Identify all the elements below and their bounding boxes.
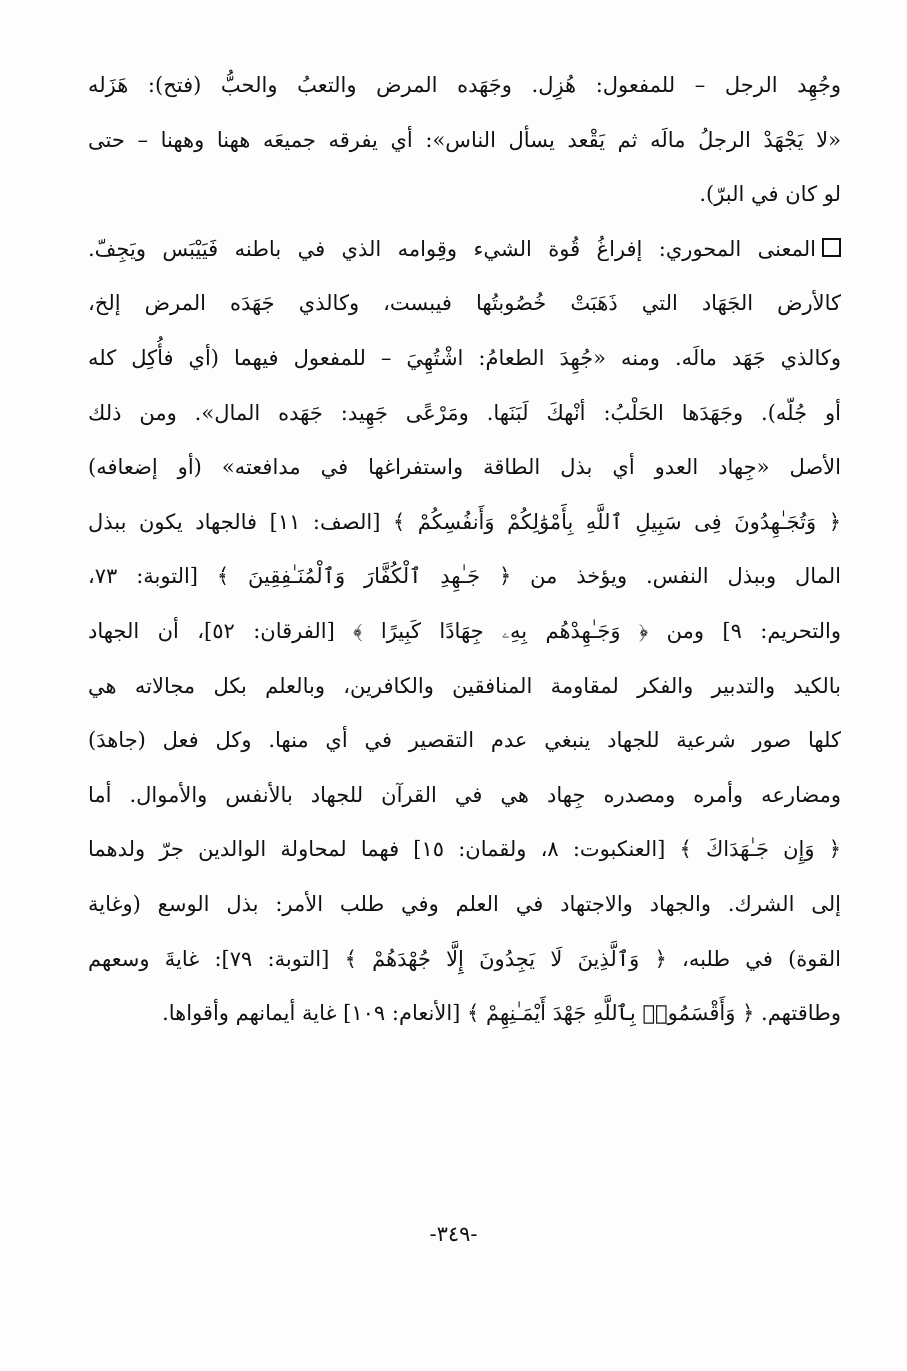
text-line: لو كان في البرّ). xyxy=(699,182,841,207)
text-line: وجُهِد الرجل – للمفعول: هُزِل. وجَهَده المرض والتعبُ والحبُّ (فتح): هَزَله xyxy=(88,73,841,97)
text-line: الأصل «جِهاد العدو أي بذل الطاقة واستفراغها في مدافعته» (أو إضعافه) xyxy=(88,455,841,480)
text-line-with-box xyxy=(88,222,841,277)
text-line: المعنى المحوري: إفراغُ قُوة الشيء وقِوامه الذي في باطنه فَيَيْبَس ويَجِفّ. xyxy=(88,236,816,261)
text-line: المال وببذل النفس. ويؤخذ من ﴿ جَـٰهِدِ ٱلْكُفَّارَ وَٱلْمُنَـٰفِقِينَ ﴾ [التوبة: ٧٣، xyxy=(88,564,841,589)
text-line: ﴿ وَتُجَـٰهِدُونَ فِى سَبِيلِ ٱللَّهِ بِأَمْوَٰلِكُمْ وَأَنفُسِكُمْ ﴾ [الصف: ١١] فالجهاد يكون ببذل xyxy=(88,509,841,534)
text-line: وكالذي جَهَد مالَه. ومنه «جُهِدَ الطعامُ: اشْتُهِيَ – للمفعول فيهما (أي فأُكِل كله xyxy=(88,345,841,370)
text-line: كالأرض الجَهَاد التي ذَهَبَتْ خُصُوبتُها فيبست، وكالذي جَهَدَه المرض إلخ، xyxy=(88,291,841,316)
page-number: -٣٤٩- xyxy=(429,1222,478,1246)
text-line: بالكيد والتدبير والفكر لمقاومة المنافقين والكافرين، وبالعلم بكل مجالاته هي xyxy=(88,673,841,698)
text-line: وطاقتهم. ﴿ وَأَقْسَمُوا۟ بِٱللَّهِ جَهْدَ أَيْمَـٰنِهِمْ ﴾ [الأنعام: ١٠٩] غاية أيمانهم وأقواها. xyxy=(162,1001,841,1026)
square-bullet-icon xyxy=(822,238,841,257)
text-line: ومضارعه وأمره ومصدره جِهاد هي في القرآن للجهاد بالأنفس والأموال. أما xyxy=(88,782,841,807)
text-line: والتحريم: ٩] ومن ﴿ وَجَـٰهِدْهُم بِهِۦ جِهَادًا كَبِيرًا ﴾ [الفرقان: ٥٢]، أن الجهاد xyxy=(88,618,841,643)
text-line: «لا يَجْهَدْ الرجلُ مالَه ثم يَقْعد يسأل الناس»: أي يفرقه جميعَه ههنا وههنا – حتى xyxy=(88,127,841,152)
text-line: كلها صور شرعية للجهاد ينبغي عدم التقصير في أي منها. وكل فعل (جاهدَ) xyxy=(88,728,841,753)
text-line: أو جُلّه). وجَهَدَها الحَلْبُ: أنْهكَ لَبَنَها. ومَرْعًى جَهِيد: جَهَده المال». ومن ذلك xyxy=(88,400,841,425)
text-line: القوة) في طلبه، ﴿ وَٱلَّذِينَ لَا يَجِدُونَ إِلَّا جُهْدَهُمْ ﴾ [التوبة: ٧٩]: غايةَ وسعهم xyxy=(88,946,841,971)
text-line: إلى الشرك. والجهاد والاجتهاد في العلم وفي طلب الأمر: بذل الوسع (وغاية xyxy=(88,891,841,916)
page-text xyxy=(88,58,841,1041)
text-line: ﴿ وَإِن جَـٰهَدَاكَ ﴾ [العنكبوت: ٨، ولقمان: ١٥] فهما لمحاولة الوالدين جرّ ولدهما xyxy=(88,837,841,862)
